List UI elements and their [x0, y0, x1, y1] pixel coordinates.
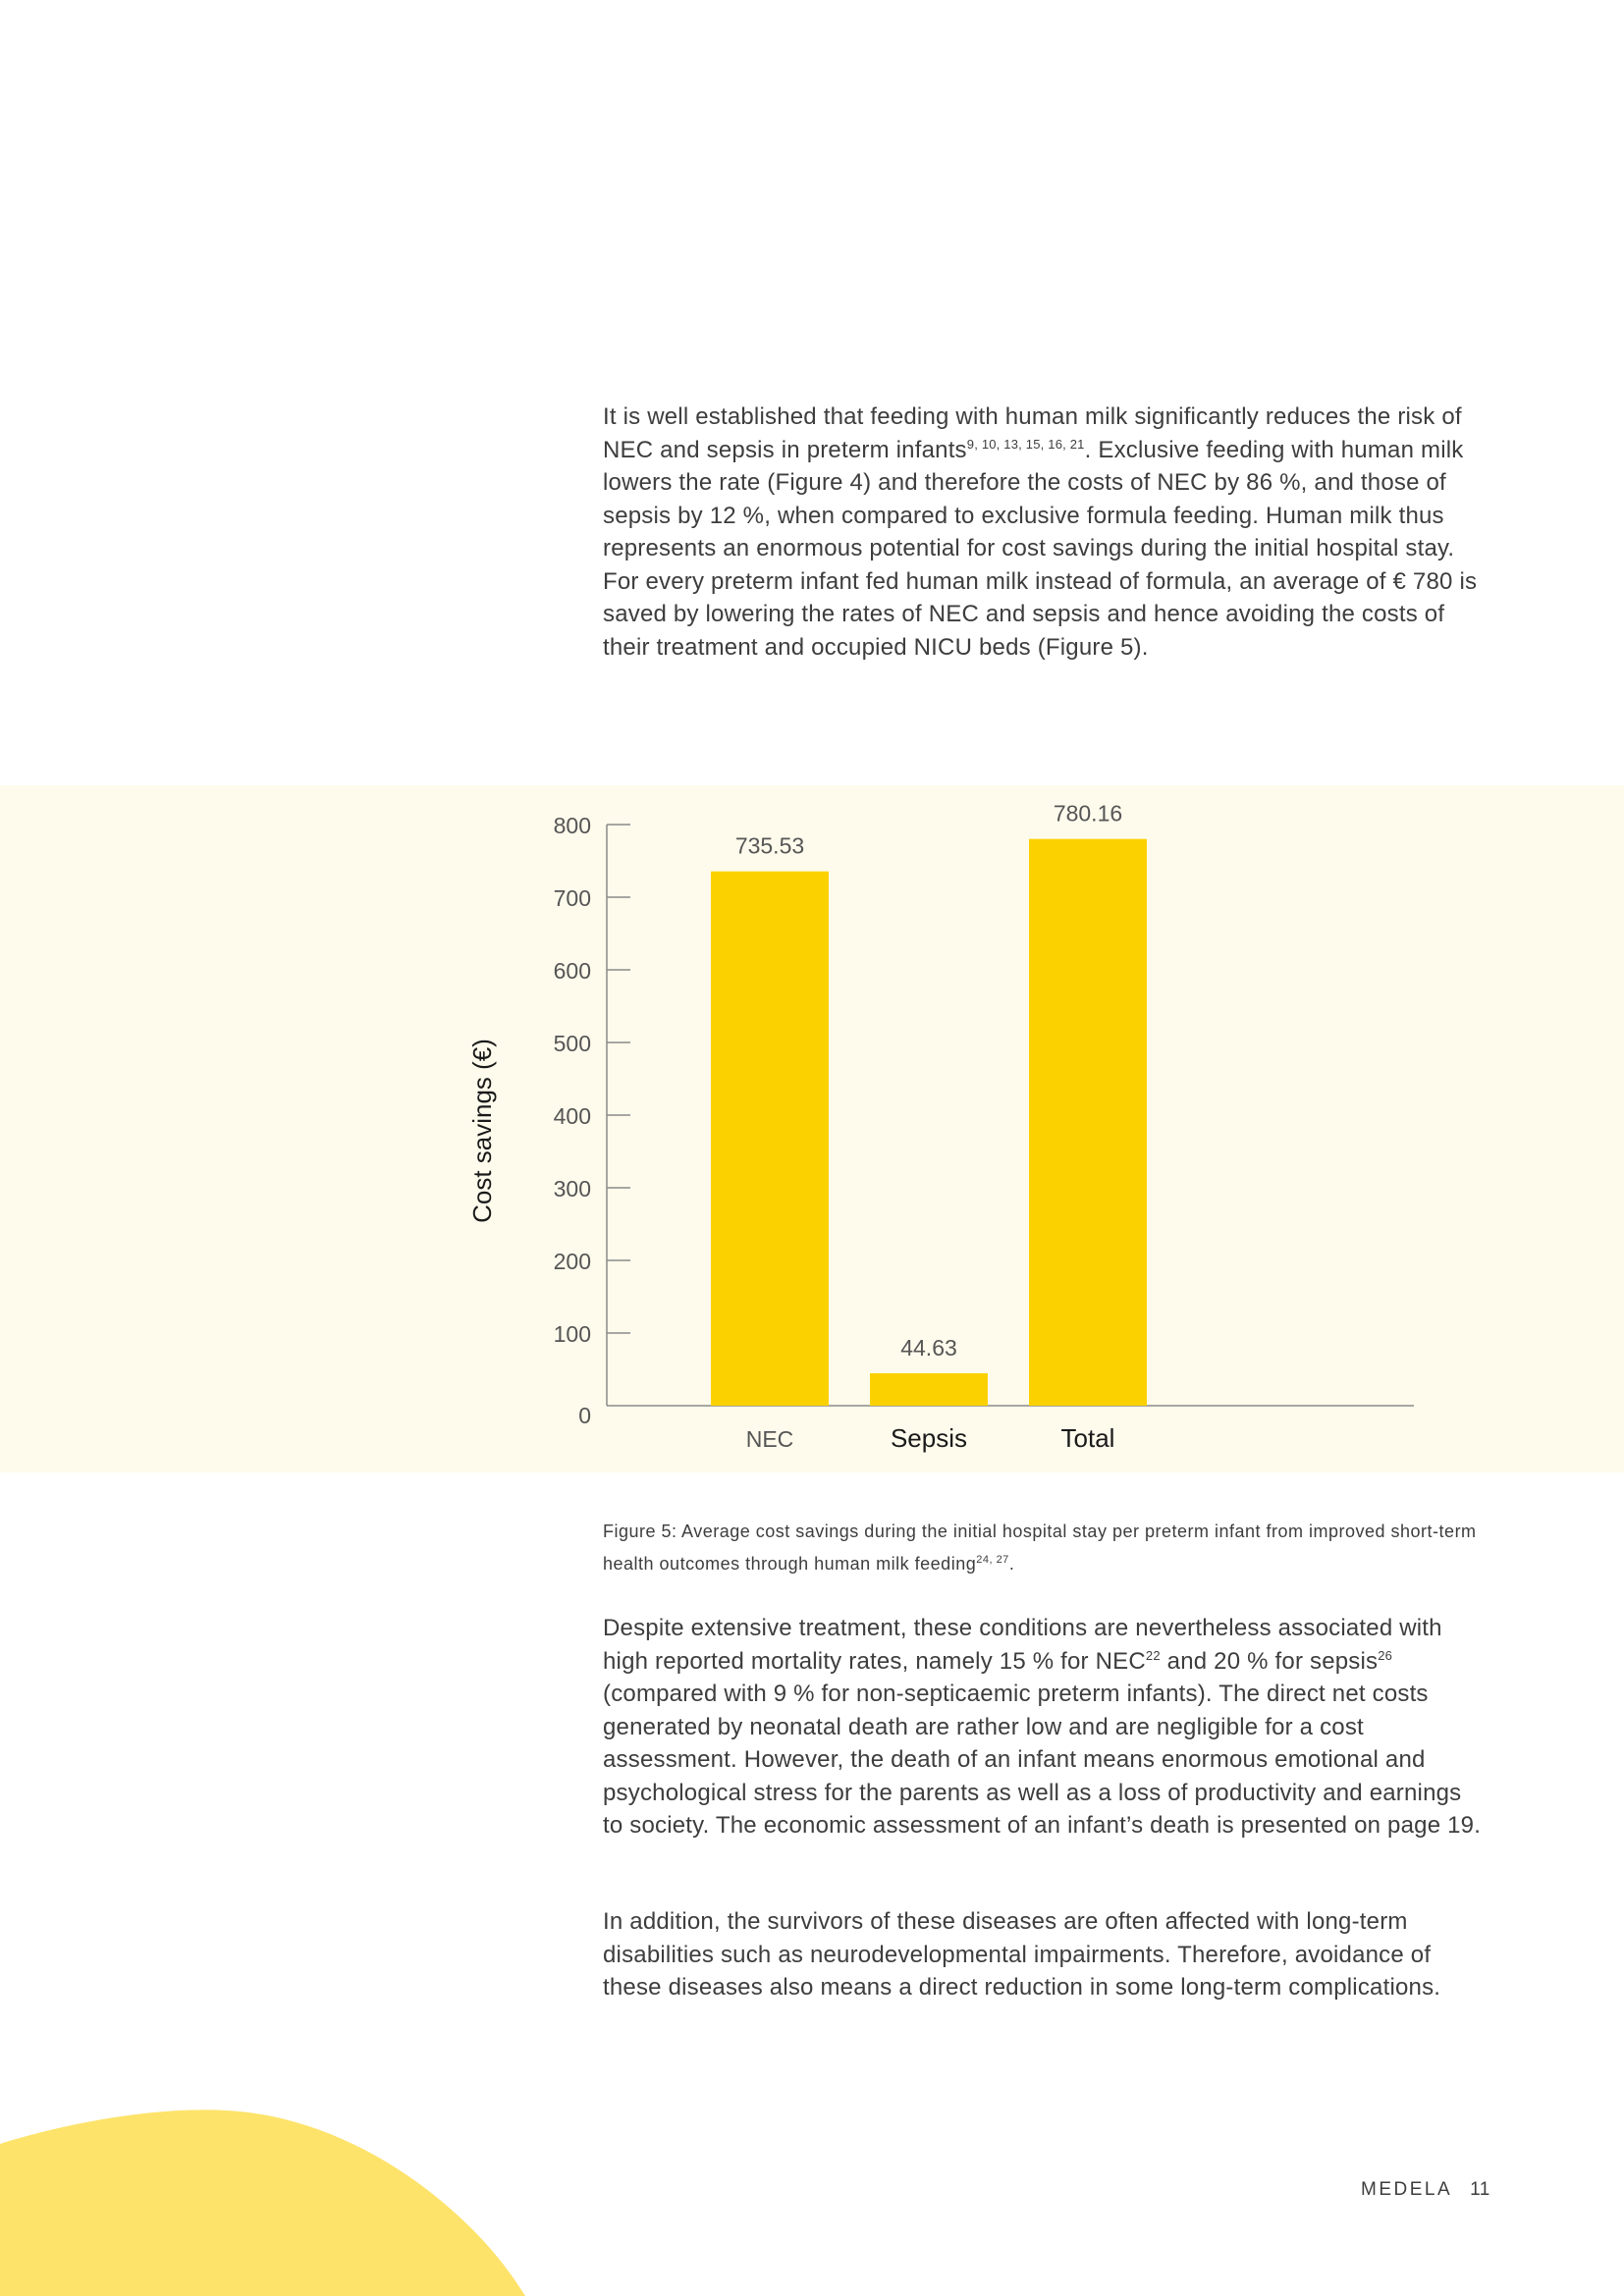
bars: [711, 801, 1147, 1406]
category-label-nec: NEC: [745, 1426, 794, 1452]
mortality-text-3: (compared with 9 % for non-septicaemic preterm infants). The direct net costs generated by neonatal death are rather low and are negligible for a cost assessment. However, the death of an infant means enormous emotional and psychological stress for the parents as well as a loss of productivity and earnings to society. The economic assessment of an infant’s death is presented on page 19.: [603, 1681, 1482, 1839]
footer-brand: MEDELA: [1361, 2179, 1453, 2200]
y-axis-label: Cost savings (€): [467, 1039, 497, 1223]
intro-text-1: It is well established that feeding with human milk significantly reduces the risk of NEC and sepsis in preterm infants: [603, 403, 1462, 463]
bar-sepsis: [870, 1373, 988, 1406]
cost-savings-bar-chart: [0, 785, 1624, 1472]
caption-references: 24, 27: [976, 1554, 1009, 1566]
y-axis: [554, 813, 1414, 1428]
y-tick-label: 100: [553, 1321, 591, 1347]
mortality-text-1: Despite extensive treatment, these conditions are nevertheless associated with high reported mortality rates, namely 15 % for NEC: [603, 1615, 1442, 1675]
value-label-total: 780.16: [1053, 800, 1123, 827]
y-tick-label: 600: [553, 958, 591, 984]
decorative-yellow-blob: [0, 2061, 550, 2296]
mortality-text-2: and 20 % for sepsis: [1160, 1647, 1379, 1675]
figure-caption: [603, 1516, 1487, 1580]
mortality-reference-2: 26: [1378, 1647, 1393, 1663]
value-label-nec: 735.53: [734, 832, 805, 859]
y-tick-label: 300: [553, 1176, 591, 1201]
intro-references: 9, 10, 13, 15, 16, 21: [966, 436, 1085, 452]
page-number: 11: [1470, 2179, 1490, 2200]
category-label-total: Total: [1060, 1423, 1115, 1453]
bar-total: [1029, 839, 1147, 1406]
x-axis: [746, 1423, 1115, 1453]
mortality-paragraph: [603, 1612, 1487, 1842]
page-footer: [1361, 2179, 1490, 2201]
y-tick-label: 500: [553, 1031, 591, 1056]
intro-paragraph: [603, 400, 1487, 664]
bar-nec: [711, 872, 829, 1406]
y-tick-label: 400: [553, 1103, 591, 1129]
category-label-sepsis: Sepsis: [890, 1423, 968, 1453]
intro-text-2: . Exclusive feeding with human milk lowers the rate (Figure 4) and therefore the costs of NEC by 86 %, and those of sepsis by 12 %, when compared to exclusive formula feeding. Human milk thus represents an enormous potential for cost savings during the initial hospital stay. For every preterm infant fed human milk instead of formula, an average of € 780 is saved by lowering the rates of NEC and sepsis and hence avoiding the costs of their treatment and occupied NICU beds (Figure 5).: [603, 436, 1478, 661]
y-tick-label: 200: [553, 1249, 591, 1274]
y-tick-label: 800: [553, 813, 591, 838]
long-term-text: In addition, the survivors of these diseases are often affected with long-term disabilities such as neurodevelopmental impairments. Therefore, avoidance of these diseases also means a direct reduction in some long-term complications.: [603, 1908, 1441, 2001]
caption-text: Figure 5: Average cost savings during the initial hospital stay per preterm infant from improved short-term health outcomes through human milk feeding: [603, 1522, 1477, 1574]
long-term-paragraph: [603, 1905, 1487, 2004]
caption-end: .: [1008, 1554, 1015, 1574]
mortality-reference-1: 22: [1145, 1647, 1161, 1663]
value-label-sepsis: 44.63: [900, 1334, 957, 1361]
y-tick-label: 700: [553, 885, 591, 911]
y-tick-label: 0: [578, 1403, 591, 1428]
